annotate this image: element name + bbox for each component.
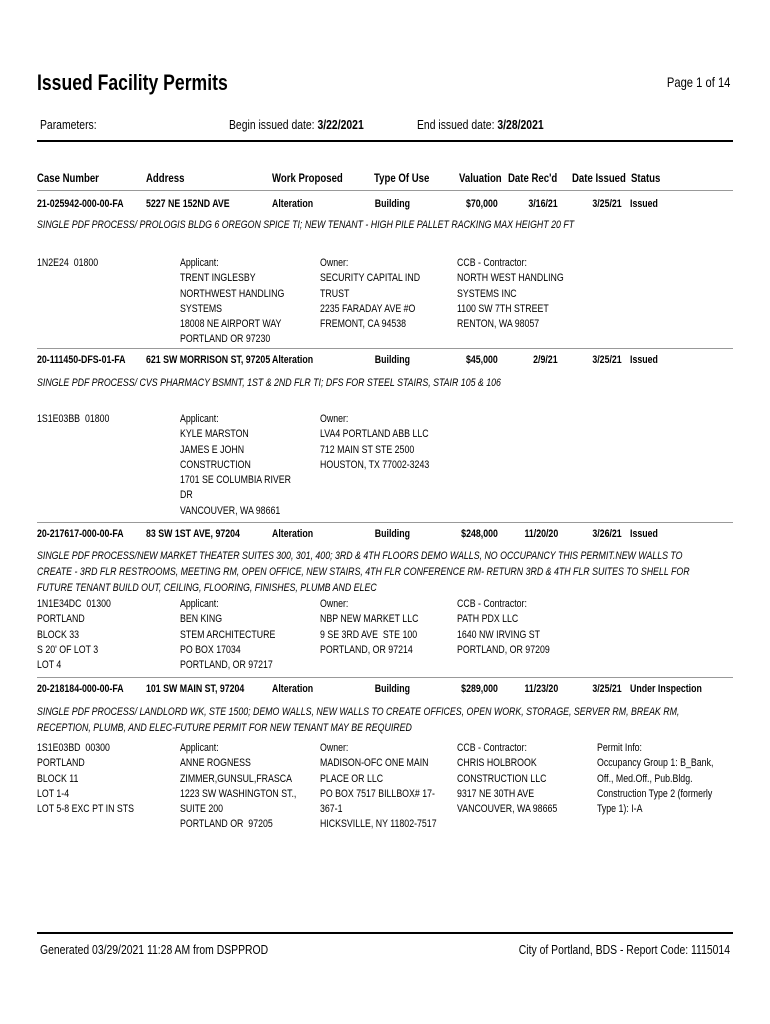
end-date-label: End issued date: (417, 117, 495, 132)
parameters-label: Parameters: (40, 117, 97, 132)
col-work-proposed: Work Proposed (272, 171, 343, 185)
property-id: 1N1E34DC 01300 PORTLAND BLOCK 33 S 20' OF LOT 3 LOT 4 (37, 598, 111, 672)
page-number: Page 1 of 14 (666, 74, 730, 90)
status: Issued (630, 528, 658, 540)
date-issued: 3/25/21 (592, 354, 622, 366)
address: 83 SW 1ST AVE, 97204 (146, 528, 240, 540)
date-issued: 3/25/21 (592, 683, 622, 695)
type-of-use: Building (374, 683, 410, 695)
work-proposed: Alteration (272, 528, 314, 540)
report-source: City of Portland, BDS - Report Code: 1115014 (518, 942, 730, 957)
permit-description: SINGLE PDF PROCESS/ CVS PHARMACY BSMNT, 1ST & 2ND FLR TI; DFS FOR STEEL STAIRS, STAIR 105 & 106 (37, 377, 501, 389)
contractor-block: CCB - Contractor: PATH PDX LLC 1640 NW IRVING ST PORTLAND, OR 97209 (457, 598, 550, 656)
work-proposed: Alteration (272, 198, 314, 210)
case-number: 20-217617-000-00-FA (37, 528, 124, 540)
date-received: 11/23/20 (524, 683, 558, 695)
valuation: $248,000 (461, 528, 498, 540)
applicant-block: Applicant: TRENT INGLESBY NORTHWEST HANDLING SYSTEMS 18008 NE AIRPORT WAY PORTLAND OR 97230 (180, 257, 285, 346)
date-issued: 3/25/21 (592, 198, 622, 210)
owner-block: Owner: MADISON-OFC ONE MAIN PLACE OR LLC PO BOX 7517 BILLBOX# 17- 367-1 HICKSVILLE, NY 11802-7517 (320, 742, 437, 831)
applicant-block: Applicant: KYLE MARSTON JAMES E JOHN CONSTRUCTION 1701 SE COLUMBIA RIVER DR VANCOUVER, WA 98661 (180, 413, 292, 517)
valuation: $289,000 (461, 683, 498, 695)
col-type-of-use: Type Of Use (374, 171, 430, 185)
begin-date-label: Begin issued date: (229, 117, 315, 132)
col-case-number: Case Number (37, 171, 99, 185)
col-date-issued: Date Issued (572, 171, 626, 185)
date-received: 11/20/20 (524, 528, 558, 540)
col-address: Address (146, 171, 185, 185)
type-of-use: Building (374, 354, 410, 366)
type-of-use: Building (374, 198, 410, 210)
date-issued: 3/26/21 (592, 528, 622, 540)
status: Under Inspection (630, 683, 702, 695)
permit-description: SINGLE PDF PROCESS/ PROLOGIS BLDG 6 OREGON SPICE TI; NEW TENANT - HIGH PILE PALLET RACKING MAX HEIGHT 20 FT (37, 219, 575, 231)
permit-description: SINGLE PDF PROCESS/ LANDLORD WK, STE 1500; DEMO WALLS, NEW WALLS TO CREATE OFFICES, OPEN WORK, STORAGE, SERVER RM, BREAK RM, RECEPTION, PLUMB, AND ELEC-FUTURE PERMIT FOR NEW TENANT MAY BE REQUIRED (37, 706, 680, 734)
column-rule (37, 190, 733, 191)
type-of-use: Building (374, 528, 410, 540)
valuation: $70,000 (466, 198, 498, 210)
begin-date (229, 117, 364, 132)
valuation: $45,000 (466, 354, 498, 366)
applicant-block: Applicant: BEN KING STEM ARCHITECTURE PO BOX 17034 PORTLAND, OR 97217 (180, 598, 276, 672)
case-number: 20-111450-DFS-01-FA (37, 354, 126, 366)
case-number: 21-025942-000-00-FA (37, 198, 124, 210)
end-date (417, 117, 544, 132)
applicant-block: Applicant: ANNE ROGNESS ZIMMER,GUNSUL,FRASCA 1223 SW WASHINGTON ST., SUITE 200 PORTLAND OR 97205 (180, 742, 297, 831)
address: 101 SW MAIN ST, 97204 (146, 683, 245, 695)
date-received: 2/9/21 (533, 354, 558, 366)
header-rule (37, 140, 733, 142)
generated-timestamp: Generated 03/29/2021 11:28 AM from DSPPROD (40, 942, 269, 957)
case-number: 20-218184-000-00-FA (37, 683, 124, 695)
contractor-block: CCB - Contractor: NORTH WEST HANDLING SYSTEMS INC 1100 SW 7TH STREET RENTON, WA 98057 (457, 257, 564, 331)
owner-block: Owner: SECURITY CAPITAL IND TRUST 2235 FARADAY AVE #O FREMONT, CA 94538 (320, 257, 421, 331)
owner-block: Owner: LVA4 PORTLAND ABB LLC 712 MAIN ST STE 2500 HOUSTON, TX 77002-3243 (320, 413, 430, 471)
row-rule (37, 677, 733, 678)
status: Issued (630, 354, 658, 366)
date-received: 3/16/21 (528, 198, 558, 210)
begin-date-value: 3/22/2021 (317, 117, 364, 132)
end-date-value: 3/28/2021 (497, 117, 544, 132)
report-title: Issued Facility Permits (37, 70, 228, 95)
owner-block: Owner: NBP NEW MARKET LLC 9 SE 3RD AVE STE 100 PORTLAND, OR 97214 (320, 598, 419, 656)
property-id: 1N2E24 01800 (37, 257, 99, 269)
property-id: 1S1E03BD 00300 PORTLAND BLOCK 11 LOT 1-4 LOT 5-8 EXC PT IN STS (37, 742, 134, 816)
permit-info-block: Permit Info: Occupancy Group 1: B_Bank, Off., Med.Off., Pub.Bldg. Construction Type 2 (formerly Type 1): I-A (597, 742, 714, 816)
permit-description: SINGLE PDF PROCESS/NEW MARKET THEATER SUITES 300, 301, 400; 3RD & 4TH FLOORS DEMO WALLS, NO OCCUPANCY THIS PERMIT.NEW WALLS TO CREATE - 3RD FLR RESTROOMS, MEETING RM, OPEN OFFICE, NEW STAIRS, 4TH FLR CONFERENCE RM- RETURN 3RD & 4TH FLR SUITES TO SHELL FOR FUTURE TENANT BUILD OUT, CEILING, FLOORING, FINISHES, PLUMB AND ELEC (37, 550, 690, 594)
work-proposed: Alteration (272, 354, 314, 366)
row-rule (37, 348, 733, 349)
col-date-recd: Date Rec'd (508, 171, 558, 185)
address: 5227 NE 152ND AVE (146, 198, 230, 210)
address: 621 SW MORRISON ST, 97205 (146, 354, 271, 366)
row-rule (37, 522, 733, 523)
col-status: Status (631, 171, 661, 185)
property-id: 1S1E03BB 01800 (37, 413, 110, 425)
col-valuation: Valuation (459, 171, 502, 185)
footer-rule (37, 932, 733, 934)
contractor-block: CCB - Contractor: CHRIS HOLBROOK CONSTRUCTION LLC 9317 NE 30TH AVE VANCOUVER, WA 98665 (457, 742, 558, 816)
status: Issued (630, 198, 658, 210)
work-proposed: Alteration (272, 683, 314, 695)
